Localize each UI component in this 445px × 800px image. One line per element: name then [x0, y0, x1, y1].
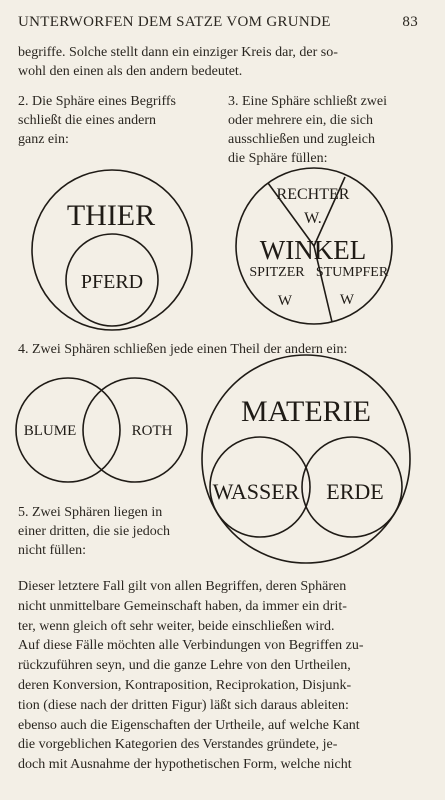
running-title: UNTERWORFEN DEM SATZE VOM GRUNDE	[18, 14, 331, 30]
paragraph-line-3: ter, wenn gleich oft sehr weiter, beide einschließen wird.	[18, 618, 335, 634]
wasser-label: WASSER	[212, 479, 300, 504]
intro-line-2: wohl den einen als den andern bedeutet.	[18, 64, 243, 79]
intro-line-1: begriffe. Solche stellt dann ein einziger Kreis dar, der so-	[18, 45, 338, 60]
paragraph-line-4: Auf diese Fälle möchten alle Verbindungen von Begriffen zu-	[18, 638, 364, 654]
body-paragraph	[18, 577, 416, 775]
case2-caption-3: ganz ein:	[18, 132, 69, 147]
page-number: 83	[402, 14, 418, 30]
case5-caption-2: einer dritten, die sie jedoch	[18, 524, 170, 539]
paragraph-line-2: nicht unmittelbare Gemeinschaft haben, da immer ein drit-	[18, 598, 347, 614]
paragraph-line-6: deren Konversion, Kontraposition, Reciprokation, Disjunk-	[18, 677, 352, 693]
paragraph-line-8: ebenso auch die Eigenschaften der Urtheile, auf welche Kant	[18, 717, 360, 733]
blume-label: BLUME	[23, 423, 77, 439]
case5-caption-3: nicht füllen:	[18, 543, 87, 558]
case2-caption-2: schließt die eines andern	[18, 113, 157, 128]
case3-caption-2: oder mehrere ein, die sich	[228, 113, 373, 128]
winkel-label: WINKEL	[259, 235, 367, 265]
spitzer-w-label: W	[277, 293, 293, 309]
thier-label: THIER	[66, 199, 156, 232]
spitzer-label: SPITZER	[249, 265, 305, 280]
erde-label: ERDE	[326, 479, 384, 504]
roth-label: ROTH	[131, 423, 173, 439]
case3-caption-3: ausschließen und zugleich	[228, 132, 375, 147]
case3-caption-1: 3. Eine Sphäre schließt zwei	[228, 94, 388, 109]
stumpfer-w-label: W	[339, 292, 355, 308]
case3-caption-4: die Sphäre füllen:	[228, 151, 328, 166]
pferd-label: PFERD	[80, 271, 144, 293]
rechter-w-label: W.	[304, 210, 322, 227]
case4-caption: 4. Zwei Sphären schließen jede einen Theil der andern ein:	[18, 342, 348, 357]
thier-sphere	[32, 170, 192, 330]
paragraph-line-9: die vorgeblichen Kategorien des Verstandes gründete, je-	[18, 737, 338, 753]
materie-sphere	[202, 355, 410, 563]
rechter-label: RECHTER	[276, 186, 350, 203]
paragraph-line-7: tion (diese nach der dritten Figur) läßt sich daraus ableiten:	[18, 697, 349, 713]
paragraph-line-5: rückzuführen seyn, und die ganze Lehre von den Urtheilen,	[18, 658, 351, 674]
case5-caption-1: 5. Zwei Sphären liegen in	[18, 505, 163, 520]
stumpfer-label: STUMPFER	[315, 265, 389, 280]
case2-caption-1: 2. Die Sphäre eines Begriffs	[18, 94, 176, 109]
paragraph-line-10: doch mit Ausnahme der hypothetischen Form, welche nicht	[18, 757, 352, 773]
paragraph-line-1: Dieser letztere Fall gilt von allen Begriffen, deren Sphären	[18, 579, 347, 594]
materie-label: MATERIE	[241, 395, 371, 428]
